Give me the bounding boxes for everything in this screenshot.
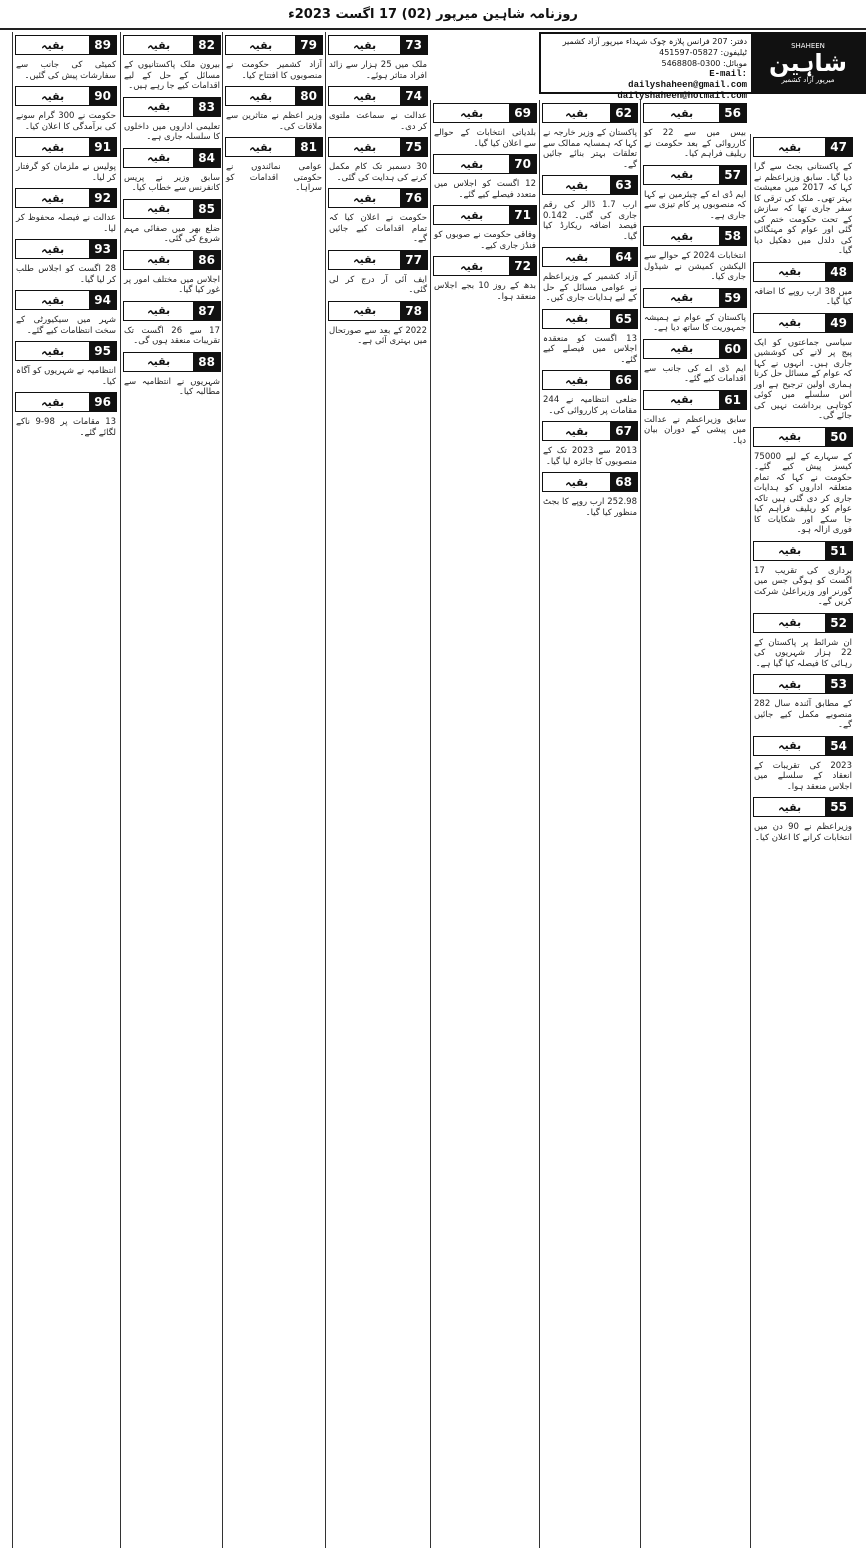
continuation-label: بقیہ xyxy=(41,242,65,256)
continuation-number: 78 xyxy=(400,302,427,320)
article-text: ملک میں 25 ہزار سے زائد افراد متاثر ہوئے۔ xyxy=(329,60,428,81)
continuation-number: 53 xyxy=(825,675,852,693)
page-title: روزنامہ شاہین میرپور (02) 17 اگست 2023ء xyxy=(288,6,578,22)
continuation-label: بقیہ xyxy=(147,38,171,52)
phone-row: ٹیلیفون: 05827-451597 xyxy=(659,48,747,57)
continuation-label: بقیہ xyxy=(353,140,377,154)
continuation-number: 47 xyxy=(825,138,852,156)
article-text: انتظامیہ نے شہریوں کو آگاہ کیا۔ xyxy=(16,366,116,387)
article-text: ان شرائط پر پاکستان کے 22 ہزار شہریوں کی رہائی کا فیصلہ کیا گیا ہے۔ xyxy=(754,637,852,669)
article-text: ایف آئی آر درج کر لی گئی۔ xyxy=(329,274,427,295)
continuation-number: 87 xyxy=(193,302,220,320)
continuation-label: بقیہ xyxy=(565,424,589,438)
continuation-label: بقیہ xyxy=(670,342,694,355)
article-text: برداری کی تقریب 17 اگست کو ہوگی جس میں گورنر اور وزیراعلیٰ شرکت کریں گے۔ xyxy=(754,565,852,607)
continuation-marker xyxy=(328,86,428,106)
continuation-marker xyxy=(15,392,117,412)
logo-block xyxy=(752,34,864,92)
continuation-marker xyxy=(123,148,221,168)
continuation-marker xyxy=(328,35,428,55)
continuation-number: 76 xyxy=(400,189,427,207)
continuation-marker xyxy=(542,472,638,492)
article-text: ایم ڈی اے کے چیئرمین نے کہا کہ منصوبوں پر کام تیزی سے جاری ہے۔ xyxy=(644,189,746,221)
article-text: وفاقی حکومت نے صوبوں کو فنڈز جاری کیے۔ xyxy=(434,230,536,251)
article-text: 28 اگست کو اجلاس طلب کر لیا گیا۔ xyxy=(16,264,116,285)
continuation-number: 95 xyxy=(89,342,116,360)
continuation-label: بقیہ xyxy=(41,140,65,154)
continuation-label: بقیہ xyxy=(670,393,694,406)
continuation-marker xyxy=(15,137,117,157)
article-text: پاکستان کے وزیر خارجہ نے کہا کہ ہمسایہ ممالک سے تعلقات بہتر بنائے جائیں گے۔ xyxy=(543,128,637,170)
continuation-marker xyxy=(542,421,638,441)
article-column xyxy=(325,32,430,1548)
contact-block xyxy=(541,34,752,101)
continuation-marker xyxy=(123,35,221,55)
email-1: dailyshaheen@gmail.com xyxy=(628,80,747,90)
continuation-number: 81 xyxy=(295,138,322,156)
article-text: پولیس نے ملزمان کو گرفتار کر لیا۔ xyxy=(16,162,116,183)
article-column xyxy=(222,32,325,1548)
article-text: کے سہارے کے لیے 75000 کیسز پیش کیے گئے۔ حکومت نے کہا کہ تمام متعلقہ اداروں کو ہدایات جاری کر دی گئی ہیں تاکہ عوام کو ریلیف فراہم کیا جا سکے اور شکایات کا فوری ازالہ ہو۔ xyxy=(754,451,852,535)
continuation-marker xyxy=(15,290,117,310)
article-text: وزیراعظم نے 90 دن میں انتخابات کرانے کا اعلان کیا۔ xyxy=(754,822,852,843)
continuation-label: بقیہ xyxy=(565,178,589,192)
tagline: میرپور آزاد کشمیر xyxy=(781,76,835,84)
continuation-marker xyxy=(15,86,117,106)
article-text: وزیر اعظم نے متاثرین سے ملاقات کی۔ xyxy=(226,111,322,132)
continuation-label: بقیہ xyxy=(670,229,694,243)
continuation-marker xyxy=(123,301,221,321)
article-text: 2013 سے 2023 تک کے منصوبوں کا جائزہ لیا گیا۔ xyxy=(543,446,637,467)
continuation-number: 93 xyxy=(89,240,116,258)
mobile-row: موبائل: 0300-5468808 xyxy=(661,59,747,68)
article-text: حکومت نے اعلان کیا کہ تمام اقدامات کیے جائیں گے۔ xyxy=(329,213,427,244)
article-text: میں 38 ارب روپے کا اضافہ کیا گیا۔ xyxy=(754,286,852,307)
continuation-label: بقیہ xyxy=(249,38,273,52)
continuation-number: 94 xyxy=(89,291,116,309)
article-text: عدالت نے فیصلہ محفوظ کر لیا۔ xyxy=(16,213,116,234)
continuation-number: 60 xyxy=(719,340,746,358)
continuation-marker xyxy=(643,165,747,185)
continuation-label: بقیہ xyxy=(147,151,171,164)
continuation-number: 58 xyxy=(719,227,746,245)
logo: شاہین xyxy=(768,49,848,77)
article-text: اجلاس میں مختلف امور پر غور کیا گیا۔ xyxy=(124,274,220,295)
continuation-label: بقیہ xyxy=(460,106,484,120)
continuation-marker xyxy=(15,188,117,208)
continuation-marker xyxy=(542,175,638,195)
article-text: شہریوں نے انتظامیہ سے مطالبہ کیا۔ xyxy=(124,376,220,397)
continuation-marker xyxy=(753,541,853,561)
continuation-number: 52 xyxy=(825,614,852,632)
article-text: ایم ڈی اے کی جانب سے اقدامات کیے گئے۔ xyxy=(644,363,746,384)
continuation-marker xyxy=(753,313,853,333)
article-text: حکومت نے 300 گرام سونے کی برآمدگی کا اعلان کیا۔ xyxy=(16,111,116,132)
continuation-number: 79 xyxy=(295,36,322,54)
article-text: سابق وزیراعظم نے عدالت میں پیشی کے دوران بیان دیا۔ xyxy=(644,414,746,446)
continuation-marker xyxy=(753,137,853,157)
continuation-marker xyxy=(15,35,117,55)
continuation-label: بقیہ xyxy=(41,38,65,52)
continuation-label: بقیہ xyxy=(778,316,802,329)
continuation-marker xyxy=(328,301,428,321)
continuation-marker xyxy=(542,247,638,267)
continuation-marker xyxy=(753,262,853,282)
continuation-label: بقیہ xyxy=(778,430,802,443)
continuation-label: بقیہ xyxy=(147,202,171,215)
continuation-marker xyxy=(753,797,853,817)
continuation-number: 67 xyxy=(610,422,637,440)
continuation-marker xyxy=(542,309,638,329)
continuation-marker xyxy=(643,339,747,359)
continuation-number: 66 xyxy=(610,371,637,389)
article-column xyxy=(750,134,855,1548)
continuation-label: بقیہ xyxy=(565,373,589,387)
continuation-marker xyxy=(123,352,221,372)
continuation-marker xyxy=(15,239,117,259)
article-text: 2023 کی تقریبات کے انعقاد کے سلسلے میں اجلاس منعقد ہوا۔ xyxy=(754,760,852,792)
continuation-label: بقیہ xyxy=(353,253,377,266)
continuation-number: 56 xyxy=(719,104,746,122)
continuation-label: بقیہ xyxy=(147,355,171,368)
article-text: 30 دسمبر تک کام مکمل کرنے کی ہدایت کی گئی۔ xyxy=(329,162,427,183)
continuation-marker xyxy=(433,154,537,174)
article-text: بیس میں سے 22 کو کارروائی کے بعد حکومت نے ریلیف فراہم کیا۔ xyxy=(644,128,746,159)
page-header xyxy=(0,0,866,30)
continuation-label: بقیہ xyxy=(778,677,802,691)
continuation-number: 62 xyxy=(610,104,637,122)
continuation-label: بقیہ xyxy=(147,304,171,317)
email-label: E-mail: xyxy=(709,69,747,79)
continuation-label: بقیہ xyxy=(460,259,484,273)
continuation-marker xyxy=(225,86,323,106)
continuation-label: بقیہ xyxy=(565,106,589,120)
continuation-label: بقیہ xyxy=(41,344,65,358)
continuation-label: بقیہ xyxy=(353,38,377,52)
continuation-number: 71 xyxy=(509,206,536,224)
article-text: بیرون ملک پاکستانیوں کے مسائل کے حل کے لیے اقدامات کیے جا رہے ہیں۔ xyxy=(124,60,220,91)
continuation-number: 84 xyxy=(193,149,220,167)
continuation-number: 91 xyxy=(89,138,116,156)
continuation-label: بقیہ xyxy=(41,395,65,409)
continuation-label: بقیہ xyxy=(249,140,273,154)
continuation-label: بقیہ xyxy=(778,800,802,814)
continuation-number: 88 xyxy=(193,353,220,371)
continuation-number: 59 xyxy=(719,289,746,307)
continuation-number: 82 xyxy=(193,36,220,54)
continuation-marker xyxy=(542,370,638,390)
continuation-number: 51 xyxy=(825,542,852,560)
article-text: ارب 1.7 ڈالر کی رقم جاری کی گئی۔ 0.142 فیصد اضافہ ریکارڈ کیا گیا۔ xyxy=(543,200,637,242)
continuation-marker xyxy=(643,226,747,246)
continuation-label: بقیہ xyxy=(670,106,694,120)
article-text: 17 سے 26 اگست تک تقریبات منعقد ہوں گی۔ xyxy=(124,325,220,346)
continuation-label: بقیہ xyxy=(147,253,171,266)
article-text: کے پاکستانی بجٹ سے گرا دیا گیا۔ سابق وزیراعظم نے کہا کہ 2017 میں معیشت بہتر تھی۔ ملک کی ترقی کا سفر جاری تھا کہ سازش کے تحت حکومت ختم کی گئی اور عوام کو مہنگائی کی دلدل میں دھکیل دیا گیا۔ xyxy=(754,162,852,256)
continuation-number: 86 xyxy=(193,251,220,269)
continuation-label: بقیہ xyxy=(460,208,484,222)
article-text: سابق وزیر نے پریس کانفرنس سے خطاب کیا۔ xyxy=(124,172,220,193)
continuation-number: 85 xyxy=(193,200,220,218)
continuation-marker xyxy=(433,103,537,123)
continuation-number: 74 xyxy=(400,87,427,105)
continuation-label: بقیہ xyxy=(670,168,694,181)
continuation-number: 70 xyxy=(509,155,536,173)
article-text: سیاسی جماعتوں کو ایک پیج پر لانے کی کوششیں جاری ہیں۔ انہوں نے کہا کہ عوام کے مسائل حل کرنا ہماری اولین ترجیح ہے اور اس سلسلے میں کوئی کوتاہی برداشت نہیں کی جائے گی۔ xyxy=(754,337,852,421)
continuation-number: 63 xyxy=(610,176,637,194)
article-text: 2022 کے بعد سے صورتحال میں بہتری آئی ہے۔ xyxy=(329,325,427,346)
continuation-label: بقیہ xyxy=(353,89,377,103)
mobile-number: 0300-5468808 xyxy=(661,59,721,68)
continuation-marker xyxy=(753,736,853,756)
continuation-label: بقیہ xyxy=(147,100,171,113)
article-text: تعلیمی اداروں میں داخلوں کا سلسلہ جاری ہے۔ xyxy=(124,121,220,142)
continuation-number: 55 xyxy=(825,798,852,816)
continuation-number: 96 xyxy=(89,393,116,411)
continuation-label: بقیہ xyxy=(778,265,802,278)
continuation-label: بقیہ xyxy=(249,89,273,103)
continuation-number: 83 xyxy=(193,98,220,116)
continuation-label: بقیہ xyxy=(460,157,484,171)
address: دفتر: 207 فرانس پلازہ چوک شہداء میرپور آزاد کشمیر xyxy=(562,37,747,46)
continuation-marker xyxy=(433,205,537,225)
article-text: 252.98 ارب روپے کا بجٹ منظور کیا گیا۔ xyxy=(543,497,637,518)
article-text: 12 اگست کو اجلاس میں متعدد فیصلے کیے گئے۔ xyxy=(434,179,536,200)
continuation-marker xyxy=(753,427,853,447)
continuation-marker xyxy=(643,390,747,410)
logo-en: SHAHEEN xyxy=(791,42,825,50)
article-text: بدھ کے روز 10 بجے اجلاس منعقد ہوا۔ xyxy=(434,281,536,302)
article-text: عدالت نے سماعت ملتوی کر دی۔ xyxy=(329,111,427,132)
continuation-marker xyxy=(643,288,747,308)
article-text: ضلع بھر میں صفائی مہم شروع کی گئی۔ xyxy=(124,223,220,244)
continuation-label: بقیہ xyxy=(565,475,589,489)
article-text: کمیٹی کی جانب سے سفارشات پیش کی گئیں۔ xyxy=(16,60,116,81)
continuation-marker xyxy=(123,97,221,117)
continuation-number: 80 xyxy=(295,87,322,105)
article-column xyxy=(12,32,119,1548)
continuation-number: 75 xyxy=(400,138,427,156)
article-text: کے مطابق آئندہ سال 282 منصوبے مکمل کیے جائیں گے۔ xyxy=(754,699,852,730)
article-text: پاکستان کے عوام نے ہمیشہ جمہوریت کا ساتھ دیا ہے۔ xyxy=(644,312,746,333)
continuation-number: 54 xyxy=(825,737,852,755)
continuation-number: 69 xyxy=(509,104,536,122)
continuation-marker xyxy=(225,137,323,157)
continuation-label: بقیہ xyxy=(565,250,589,264)
continuation-label: بقیہ xyxy=(41,293,65,307)
article-text: آزاد کشمیر حکومت نے منصوبوں کا افتتاح کیا۔ xyxy=(226,60,322,81)
continuation-marker xyxy=(328,137,428,157)
continuation-marker xyxy=(643,103,747,123)
article-text: 13 اگست کو منعقدہ اجلاس میں فیصلے کیے گئے۔ xyxy=(543,333,637,365)
continuation-label: بقیہ xyxy=(41,89,65,103)
email-2: dailyshaheen@hotmail.com xyxy=(617,91,747,101)
continuation-label: بقیہ xyxy=(41,191,65,205)
continuation-label: بقیہ xyxy=(670,291,694,304)
continuation-number: 57 xyxy=(719,166,746,184)
continuation-label: بقیہ xyxy=(565,312,589,325)
continuation-number: 49 xyxy=(825,314,852,332)
masthead xyxy=(539,32,866,101)
continuation-marker xyxy=(15,341,117,361)
article-text: انتخابات 2024 کے حوالے سے الیکشن کمیشن نے شیڈول جاری کیا۔ xyxy=(644,251,746,282)
article-column xyxy=(640,100,749,1548)
continuation-number: 61 xyxy=(719,391,746,409)
continuation-number: 73 xyxy=(400,36,427,54)
continuation-marker xyxy=(123,250,221,270)
article-text: عوامی نمائندوں نے حکومتی اقدامات کو سراہا۔ xyxy=(226,162,322,193)
article-column xyxy=(430,100,539,1548)
continuation-marker xyxy=(753,674,853,694)
continuation-number: 48 xyxy=(825,263,852,281)
continuation-marker xyxy=(542,103,638,123)
article-text: شہر میں سیکیورٹی کے سخت انتظامات کیے گئے۔ xyxy=(16,315,116,336)
continuation-label: بقیہ xyxy=(353,304,377,317)
continuation-number: 77 xyxy=(400,251,427,269)
continuation-number: 89 xyxy=(89,36,116,54)
continuation-label: بقیہ xyxy=(778,140,802,154)
continuation-number: 68 xyxy=(610,473,637,491)
continuation-number: 92 xyxy=(89,189,116,207)
continuation-label: بقیہ xyxy=(353,191,377,205)
article-column xyxy=(539,100,640,1548)
continuation-number: 72 xyxy=(509,257,536,275)
article-text: بلدیاتی انتخابات کے حوالے سے اعلان کیا گیا۔ xyxy=(434,128,536,149)
article-text: ضلعی انتظامیہ نے 244 مقامات پر کارروائی کی۔ xyxy=(543,395,637,416)
article-column xyxy=(120,32,223,1548)
article-text: آزاد کشمیر کے وزیراعظم نے عوامی مسائل کے حل کے لیے ہدایات جاری کیں۔ xyxy=(543,272,637,303)
continuation-marker xyxy=(753,613,853,633)
continuation-number: 50 xyxy=(825,428,852,446)
continuation-number: 65 xyxy=(610,310,637,328)
article-text: 13 مقامات پر 98-9 ناکے لگائے گئے۔ xyxy=(16,417,117,438)
continuation-marker xyxy=(225,35,323,55)
continuation-marker xyxy=(328,250,428,270)
continuation-label: بقیہ xyxy=(778,544,802,557)
continuation-label: بقیہ xyxy=(778,616,802,629)
continuation-label: بقیہ xyxy=(778,739,802,752)
continuation-marker xyxy=(123,199,221,219)
continuation-number: 64 xyxy=(610,248,637,266)
continuation-number: 90 xyxy=(89,87,116,105)
continuation-marker xyxy=(433,256,537,276)
continuation-marker xyxy=(328,188,428,208)
phone-number: 05827-451597 xyxy=(659,48,718,57)
